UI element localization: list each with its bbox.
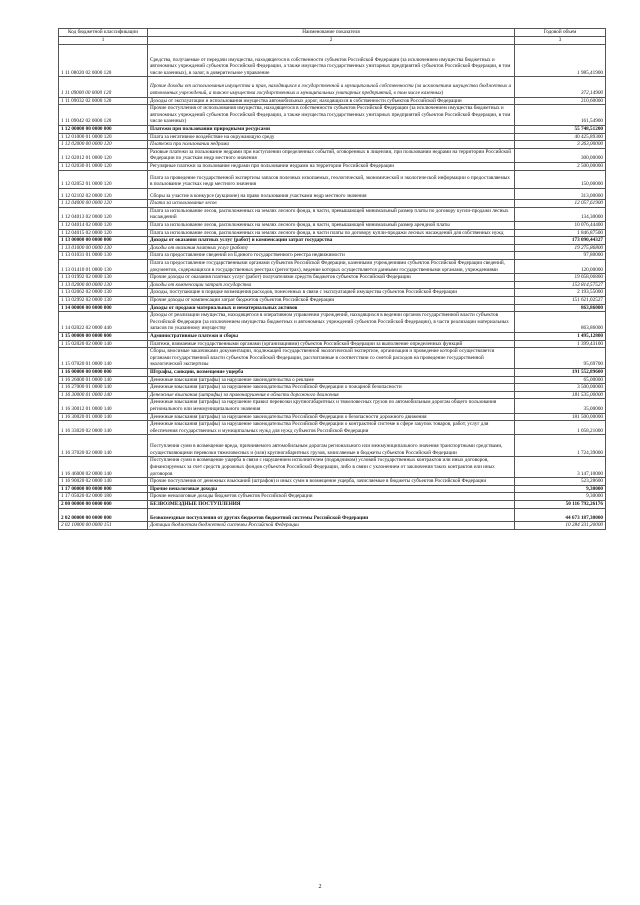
header-name: Наименование показателя <box>148 29 515 37</box>
row-name: Прочие поступления от денежных взысканий (штрафов) и иных сумм в возмещение ущерба, зачисляемые в бюджеты субъектов Российской Федерации <box>148 478 515 486</box>
row-name: Прочие неналоговые доходы <box>148 485 515 493</box>
row-amount: 50 116 792,26176 <box>515 501 606 509</box>
row-name: Плата за проведение государственной экспертизы запасов полезных ископаемых, геологической, экономической и экологической информации о предоставляемых в пользование участках недр местного значения <box>148 170 515 188</box>
table-row <box>59 133 606 141</box>
row-name: Прочие доходы от оказания платных услуг (работ) получателями средств бюджетов субъектов Российской Федерации <box>148 274 515 282</box>
row-name: Прочие доходы от использования имущества и прав, находящихся в государственной и муниципальной собственности (за исключением имущества бюджетных и автономных учреждений, а также имущества государственных и муниципальных унитарных предприятий, в том числе казенных) <box>148 77 515 97</box>
row-amount: 1 846,87500 <box>515 229 606 237</box>
row-amount: 1 058,21000 <box>515 421 606 435</box>
row-amount: 95,69700 <box>515 348 606 369</box>
row-code: 1 15 00000 00 0000 000 <box>59 332 148 340</box>
row-name: Доходы, поступающие в порядке возмещения расходов, понесенных в связи с эксплуатацией имущества субъектов Российской Федерации <box>148 289 515 297</box>
row-name: Плата за использование лесов, расположенных на землях лесного фонда, в части платы по договору купли-продажи лесных насаждений для собственных нужд <box>148 229 515 237</box>
row-code: 1 12 04000 00 0000 120 <box>59 200 148 208</box>
row-amount: 191 552,89600 <box>515 368 606 376</box>
row-code: 1 14 00000 00 0000 000 <box>59 304 148 312</box>
row-name: Средства, получаемые от передачи имущества, находящегося в собственности субъектов Российской Федерации (за исключением имущества бюджетных и автономных учреждений субъектов Российской Федерации, а также имущества государственных унитарных предприятий субъектов Российской Федерации, в том числе казенных), в залог, в доверительное управление <box>148 44 515 77</box>
row-amount: 40 425,89300 <box>515 133 606 141</box>
table-row <box>59 457 606 478</box>
table-row <box>59 44 606 77</box>
row-code: 1 17 05020 02 0000 180 <box>59 493 148 501</box>
document-page <box>58 28 606 530</box>
row-name: Поступления сумм в возмещение ущерба в связи с нарушением исполнителем (подрядчиком) условий государственных контрактов или иных договоров, финансируемых за счет средств дорожных фондов субъектов Российской Федерации, либо в связи с уклонением от заключения таких контрактов или иных договоров <box>148 457 515 478</box>
table-row <box>59 522 606 530</box>
table-row <box>59 141 606 149</box>
budget-revenue-table <box>58 28 606 530</box>
row-code: 1 15 07020 01 0000 140 <box>59 348 148 369</box>
row-code: 1 13 02000 00 0000 130 <box>59 281 148 289</box>
row-amount: 120,00000 <box>515 260 606 274</box>
table-row <box>59 485 606 493</box>
row-amount: 181 500,00000 <box>515 413 606 421</box>
row-name: Прочие неналоговые доходы бюджетов субъектов Российской Федерации <box>148 493 515 501</box>
table-row <box>59 222 606 230</box>
row-amount: 153 814,57527 <box>515 281 606 289</box>
table-row <box>59 252 606 260</box>
table-row <box>59 368 606 376</box>
row-amount: 1 724,39000 <box>515 435 606 457</box>
table-row <box>59 170 606 188</box>
row-amount: 300,00000 <box>515 148 606 162</box>
row-code: 1 16 33020 02 0000 140 <box>59 421 148 435</box>
table-row <box>59 77 606 97</box>
table-row <box>59 274 606 282</box>
row-amount: 19 058,06800 <box>515 274 606 282</box>
row-name: Плата за использование лесов, расположенных на землях лесного фонда, в части, превышающей минимальный размер платы по договору купли-продажи лесных насаждений <box>148 207 515 221</box>
row-name: Разовые платежи за пользование недрами при наступлении определенных событий, оговоренных в лицензии, при пользовании недрами на территории Российской Федерации по участкам недр местного значения <box>148 148 515 162</box>
row-amount: 863,86000 <box>515 312 606 333</box>
row-amount: 1 399,43100 <box>515 340 606 348</box>
header-code: Код бюджетной классификации <box>59 29 148 37</box>
row-code: 1 16 30000 01 0000 140 <box>59 391 148 399</box>
row-amount: 3 147,10000 <box>515 457 606 478</box>
row-name: Денежные взыскания (штрафы) за нарушение законодательства Российской Федерации о контрактной системе в сфере закупок товаров, работ, услуг для обеспечения государственных и муниципальных нужд для нужд субъектов Российской Федерации <box>148 421 515 435</box>
row-name: Административные платежи и сборы <box>148 332 515 340</box>
row-name: Денежные взыскания (штрафы) за нарушение законодательства о рекламе <box>148 376 515 384</box>
row-amount: 151 621,02527 <box>515 297 606 305</box>
row-amount: 372,14900 <box>515 77 606 97</box>
row-code: 1 11 08020 02 0000 120 <box>59 44 148 77</box>
row-name: Денежные взыскания (штрафы) за нарушение законодательства Российской Федерации о пожарной безопасности <box>148 384 515 392</box>
table-row <box>59 421 606 435</box>
table-row <box>59 376 606 384</box>
row-amount: 181 535,00000 <box>515 391 606 399</box>
row-code: 1 12 02102 02 0000 120 <box>59 188 148 200</box>
row-name: Поступления сумм в возмещение вреда, причиняемого автомобильным дорогам регионального или межмуниципального значения транспортными средствами, осуществляющими перевозки тяжеловесных и (или) крупногабаритных грузов, зачисляемые в бюджеты субъектов Российской Федерации <box>148 435 515 457</box>
row-code: 1 12 01000 01 0000 120 <box>59 133 148 141</box>
row-amount: 134,30000 <box>515 207 606 221</box>
table-row <box>59 297 606 305</box>
row-code: 2 00 00000 00 0000 000 <box>59 501 148 509</box>
table-row <box>59 281 606 289</box>
table-row <box>59 312 606 333</box>
row-name: Платежи, взимаемые государственными органами (организациями) субъектов Российской Федерации за выполнение определенных функций <box>148 340 515 348</box>
row-name: Плата за использование лесов, расположенных на землях лесного фонда, в части, превышающей минимальный размер арендной платы <box>148 222 515 230</box>
page-number: 2 <box>318 884 322 890</box>
row-code: 1 16 30020 01 0000 140 <box>59 413 148 421</box>
table-row <box>59 435 606 457</box>
row-amount: 173 090,44327 <box>515 237 606 245</box>
row-code: 2 02 00000 00 0000 000 <box>59 508 148 522</box>
row-amount: 210,60000 <box>515 97 606 105</box>
row-code: 1 16 00000 00 0000 000 <box>59 368 148 376</box>
row-amount: 313,00000 <box>515 188 606 200</box>
row-name: БЕЗВОЗМЕЗДНЫЕ ПОСТУПЛЕНИЯ <box>148 501 515 509</box>
row-amount: 65,00000 <box>515 376 606 384</box>
table-row <box>59 332 606 340</box>
row-code: 1 12 02012 01 0000 120 <box>59 148 148 162</box>
row-amount: 10 284 331,20000 <box>515 522 606 530</box>
row-code: 1 12 02000 00 0000 120 <box>59 141 148 149</box>
table-row <box>59 244 606 252</box>
row-code: 1 16 27000 01 0000 140 <box>59 384 148 392</box>
table-row <box>59 493 606 501</box>
row-amount: 161,54900 <box>515 105 606 126</box>
table-row <box>59 384 606 392</box>
row-name: Доходы от реализации имущества, находящегося в оперативном управлении учреждений, находящихся в ведении органов государственной власти субъектов Российской Федерации (за исключением имущества бюджетных и автономных учреждений субъектов Российской Федерации), в части реализации материальных запасов по указанному имуществу <box>148 312 515 333</box>
row-code: 1 13 01031 01 0000 130 <box>59 252 148 260</box>
column-number-3: 3 <box>515 37 606 45</box>
row-code: 1 13 00000 00 0000 000 <box>59 237 148 245</box>
column-number-row <box>59 37 606 45</box>
table-row <box>59 97 606 105</box>
row-amount: 35,00000 <box>515 399 606 413</box>
row-amount: 97,80000 <box>515 252 606 260</box>
row-name: Денежные взыскания (штрафы) за нарушение законодательства Российской Федерации о безопасности дорожного движения <box>148 413 515 421</box>
row-name: Доходы от эксплуатации и использования имущества автомобильных дорог, находящихся в собственности субъектов Российской Федерации <box>148 97 515 105</box>
row-code: 1 14 02022 02 0000 440 <box>59 312 148 333</box>
row-amount: 863,86000 <box>515 304 606 312</box>
row-name: Сборы, вносимые заказчиками документации, подлежащей государственной экологической экспертизе, организация и проведение которой осуществляется органами государственной власти субъектов Российской Федерации, рассчитанные в соответствии со сметой расходов на проведение государственной экологической экспертизы <box>148 348 515 369</box>
row-name: Регулярные платежи за пользование недрами при пользовании недрами на территории Российской Федерации <box>148 162 515 170</box>
row-amount: 9,30000 <box>515 485 606 493</box>
row-code: 1 16 46000 02 0000 140 <box>59 457 148 478</box>
row-name: Дотации бюджетам бюджетной системы Российской Федерации <box>148 522 515 530</box>
table-row <box>59 125 606 133</box>
row-name: Прочие доходы от компенсации затрат бюджетов субъектов Российской Федерации <box>148 297 515 305</box>
row-amount: 1 495,12800 <box>515 332 606 340</box>
table-row <box>59 162 606 170</box>
row-amount: 19 275,86800 <box>515 244 606 252</box>
row-code: 1 12 04015 02 0000 120 <box>59 229 148 237</box>
row-name: Плата за предоставление государственными органами субъектов Российской Федерации, казенными учреждениями субъектов Российской Федерации сведений, документов, содержащихся в государственных реестрах (регистрах), ведение которых осуществляется данными государственными органами, учреждениями <box>148 260 515 274</box>
row-code: 1 11 09032 02 0000 120 <box>59 97 148 105</box>
column-number-2: 2 <box>148 37 515 45</box>
row-code: 1 12 02052 01 0000 120 <box>59 170 148 188</box>
row-code: 1 13 01992 02 0000 130 <box>59 274 148 282</box>
table-row <box>59 413 606 421</box>
table-row <box>59 501 606 509</box>
row-amount: 150,00000 <box>515 170 606 188</box>
table-row <box>59 200 606 208</box>
row-amount: 2 193,55000 <box>515 289 606 297</box>
table-row <box>59 391 606 399</box>
row-name: Сборы за участие в конкурсе (аукционе) на право пользования участками недр местного значения <box>148 188 515 200</box>
table-row <box>59 508 606 522</box>
row-amount: 44 673 187,30000 <box>515 508 606 522</box>
table-row <box>59 105 606 126</box>
table-row <box>59 207 606 221</box>
row-code: 1 12 00000 00 0000 000 <box>59 125 148 133</box>
table-row <box>59 340 606 348</box>
table-row <box>59 304 606 312</box>
row-code: 1 12 02030 01 0000 120 <box>59 162 148 170</box>
table-row <box>59 289 606 297</box>
row-code: 1 11 09000 00 0000 120 <box>59 77 148 97</box>
row-code: 1 16 37020 02 0000 140 <box>59 435 148 457</box>
row-code: 1 16 30012 01 0000 140 <box>59 399 148 413</box>
row-name: Денежные взыскания (штрафы) за нарушение правил перевозки крупногабаритных и тяжеловесных грузов по автомобильным дорогам общего пользования регионального или межмуниципального значения <box>148 399 515 413</box>
row-code: 1 13 01000 00 0000 130 <box>59 244 148 252</box>
row-amount: 9,30000 <box>515 493 606 501</box>
row-name: Плата за использование лесов <box>148 200 515 208</box>
row-name: Плата за предоставление сведений из Единого государственного реестра недвижимости <box>148 252 515 260</box>
row-code: 1 12 04014 02 0000 120 <box>59 222 148 230</box>
row-name: Штрафы, санкции, возмещение ущерба <box>148 368 515 376</box>
row-amount: 523,28600 <box>515 478 606 486</box>
row-name: Безвозмездные поступления от других бюджетов бюджетной системы Российской Федерации <box>148 508 515 522</box>
row-name: Доходы от продажи материальных и нематериальных активов <box>148 304 515 312</box>
row-amount: 2 500,00000 <box>515 162 606 170</box>
row-name: Плата за негативное воздействие на окружающую среду <box>148 133 515 141</box>
row-code: 2 02 10000 00 0000 151 <box>59 522 148 530</box>
row-code: 1 13 02062 02 0000 130 <box>59 289 148 297</box>
table-row <box>59 188 606 200</box>
row-amount: 12 057,61900 <box>515 200 606 208</box>
header-amount: Годовой объем <box>515 29 606 37</box>
row-code: 1 11 09042 02 0000 120 <box>59 105 148 126</box>
table-row <box>59 237 606 245</box>
row-name: Платежи при пользовании природными ресурсами <box>148 125 515 133</box>
table-header-row <box>59 29 606 37</box>
row-name: Доходы от компенсации затрат государства <box>148 281 515 289</box>
row-amount: 3 263,00000 <box>515 141 606 149</box>
row-code: 1 13 02992 02 0000 130 <box>59 297 148 305</box>
column-number-1: 1 <box>59 37 148 45</box>
row-code: 1 17 00000 00 0000 000 <box>59 485 148 493</box>
row-code: 1 16 26000 01 0000 140 <box>59 376 148 384</box>
row-amount: 3 500,00000 <box>515 384 606 392</box>
row-name: Доходы от оказания платных услуг (работ) и компенсации затрат государства <box>148 237 515 245</box>
row-code: 1 16 90020 02 0000 140 <box>59 478 148 486</box>
row-name: Прочие поступления от использования имущества, находящегося в собственности субъектов Российской Федерации (за исключением имущества бюджетных и автономных учреждений субъектов Российской Федерации, а также имущества государственных унитарных предприятий субъектов Российской Федерации, в том числе казенных) <box>148 105 515 126</box>
row-name: Доходы от оказания платных услуг (работ) <box>148 244 515 252</box>
row-amount: 55 748,51200 <box>515 125 606 133</box>
row-code: 1 12 04013 02 0000 120 <box>59 207 148 221</box>
table-row <box>59 229 606 237</box>
row-code: 1 15 02020 02 0000 140 <box>59 340 148 348</box>
row-amount: 1 985,41900 <box>515 44 606 77</box>
table-row <box>59 399 606 413</box>
row-name: Денежные взыскания (штрафы) за правонарушения в области дорожного движения <box>148 391 515 399</box>
row-amount: 10 076,44400 <box>515 222 606 230</box>
row-name: Платежи при пользовании недрами <box>148 141 515 149</box>
table-row <box>59 148 606 162</box>
row-code: 1 13 01410 01 0000 130 <box>59 260 148 274</box>
table-row <box>59 260 606 274</box>
table-row <box>59 348 606 369</box>
table-row <box>59 478 606 486</box>
